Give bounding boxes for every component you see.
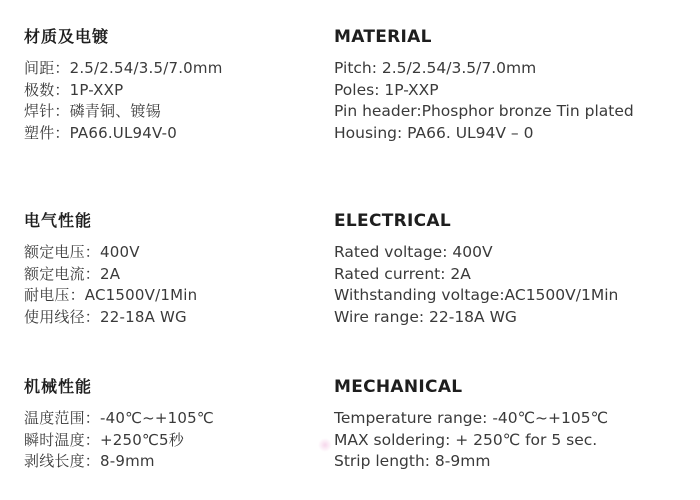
spec-line: 塑件：PA66.UL94V-0 (24, 123, 177, 142)
mechanical-heading-en: MECHANICAL (334, 377, 463, 397)
mechanical-heading-cn: 机械性能 (24, 377, 93, 396)
mechanical-section-en (334, 376, 694, 473)
faint-smudge-mark (318, 438, 332, 452)
spec-line: Withstanding voltage:AC1500V/1Min (334, 286, 619, 304)
spec-line: 温度范围：-40℃~+105℃ (24, 409, 214, 427)
electrical-section-cn (24, 210, 324, 328)
material-heading-cn: 材质及电镀 (24, 27, 110, 46)
electrical-heading-cn: 电气性能 (24, 211, 93, 230)
spec-line: 焊针：磷青铜、镀锡 (24, 102, 161, 120)
spec-line: 使用线径：22-18A WG (24, 307, 187, 326)
material-heading-en: MATERIAL (334, 27, 432, 47)
spec-line: 额定电压：400V (24, 243, 140, 261)
spec-line: 极数：1P-XXP (24, 80, 124, 99)
spec-line: 瞬时温度：+250℃5秒 (24, 430, 184, 449)
spec-line: Temperature range: -40℃~+105℃ (334, 409, 609, 427)
material-section-cn (24, 26, 324, 144)
electrical-section-en (334, 210, 694, 328)
spec-line: Rated current: 2A (334, 264, 471, 283)
spec-line: 耐电压：AC1500V/1Min (24, 286, 198, 304)
mechanical-section-cn (24, 376, 324, 473)
spec-line: Wire range: 22-18A WG (334, 307, 517, 326)
spec-line: 额定电流：2A (24, 264, 121, 283)
electrical-heading-en: ELECTRICAL (334, 211, 452, 231)
spec-line: Pitch: 2.5/2.54/3.5/7.0mm (334, 59, 537, 77)
spec-line: MAX soldering: + 250℃ for 5 sec. (334, 430, 598, 449)
spec-line: Housing: PA66. UL94V – 0 (334, 123, 534, 142)
spec-line: 剥线长度：8-9mm (24, 452, 155, 470)
spec-line: Strip length: 8-9mm (334, 452, 491, 470)
spec-line: 间距：2.5/2.54/3.5/7.0mm (24, 59, 223, 77)
material-section-en (334, 26, 694, 144)
spec-line: Poles: 1P-XXP (334, 80, 439, 99)
spec-line: Pin header:Phosphor bronze Tin plated (334, 102, 634, 120)
spec-line: Rated voltage: 400V (334, 243, 493, 261)
